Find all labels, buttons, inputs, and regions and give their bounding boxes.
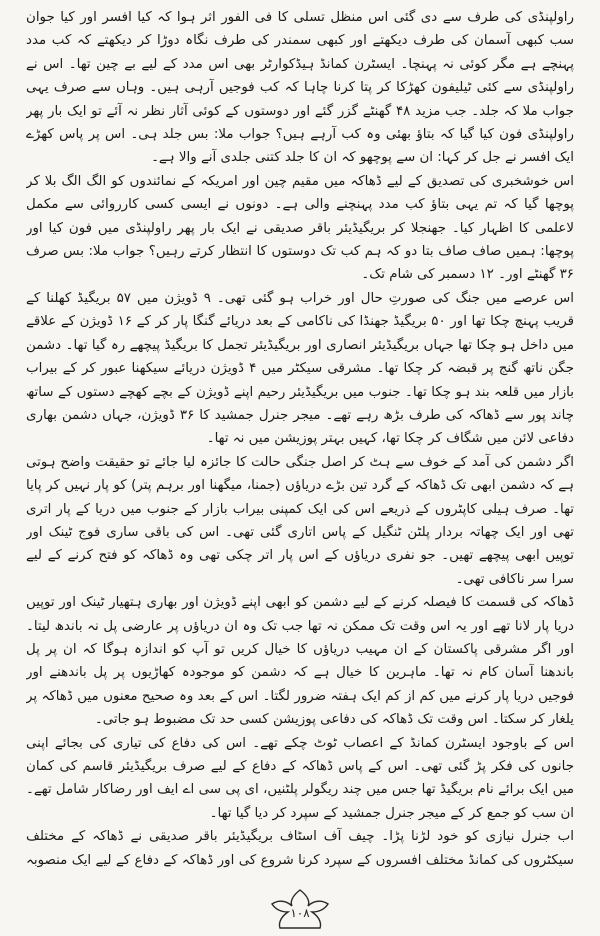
paragraph-5: ڈھاکہ کی قسمت کا فیصلہ کرنے کے لیے دشمن کو ابھی اپنے ڈویژن اور بھاری ہتھیار ٹینک اور توپیں دریا پار لانا تھے اور یہ اس وقت تک ممکن نہ تھا جب تک وہ ان دریاؤں پر عارضی پل نہ باندھ لیتا۔ اور اگر مشرقی پاکستان کے ان مہیب دریاؤں کا خیال کریں تو آپ کو اندازہ ہوگا کہ ان پر پل باندھنا آسان کام نہ تھا۔ ماہرین کا خیال ہے کہ دشمن کو موجودہ کھاڑیوں پر پل باندھنے اور فوجیں دریا پار کرنے میں کم از کم ایک ہفتہ ضرور لگتا۔ اس کے بعد وہ صحیح معنوں میں ڈھاکہ پر یلغار کر سکتا۔ اس وقت تک ڈھاکہ کی دفاعی پوزیشن کسی حد تک مضبوط ہو جاتی۔ [26,595,574,728]
paragraph-2: اس خوشخبری کی تصدیق کے لیے ڈھاکہ میں مقیم چین اور امریکہ کے نمائندوں کو الگ الگ بلا کر پوچھا گیا کہ تم یہی بتاؤ کب مدد پہنچنے والی ہے۔ دونوں نے ایسی کسی کارروائی سے مکمل لاعلمی کا اظہار کیا۔ جھنجلا کر بریگیڈیئر باقر صدیقی نے ایک بار پھر راولپنڈی میں فون کیا اور پوچھا: ہمیں صاف صاف بتا دو کہ ہم کب تک دوستوں کا انتظار کرتے رہیں؟ جواب ملا: بس صرف ۳۶ گھنٹے اور۔ ۱۲ دسمبر کی شام تک۔ [26,173,574,283]
page-number: ۱۰۸ [290,906,310,920]
paragraph-6: اس کے باوجود ایسٹرن کمانڈ کے اعصاب ٹوٹ چکے تھے۔ اس کی دفاع کی تیاری کی بجائے اپنی جانوں کی فکر پڑ گئی تھی۔ اس کے پاس ڈھاکہ کے دفاع کے لیے صرف بریگیڈیئر قاسم کی کمان میں ایک برائے نام بریگیڈ تھا جس میں چند ریگولر پلٹنیں، ای پی سی اے ایف اور رضاکار شامل تھے۔ ان سب کو جمع کر کے میجر جنرل جمشید کے سپرد کر دیا گیا تھا۔ [26,735,574,821]
body-text [26,6,574,874]
paragraph-1: راولپنڈی کی طرف سے دی گئی اس منظل تسلی کا فی الفور اثر ہوا کہ کیا افسر اور کیا جوان سب کبھی آسمان کی طرف دیکھتے اور کبھی سمندر کی طرف نگاہ دوڑا کر دیکھتے کہ کب مدد پہنچے ہے مگر کوئی نہ پہنچا۔ ایسٹرن کمانڈ ہیڈکوارٹر بھی اس مدد کے لیے بے چین تھا۔ اس نے راولپنڈی سے کئی ٹیلیفون کھڑکا کر پتا کرنا چاہا کہ کب فوجیں آرہی ہیں۔ وہاں سے صرف یہی جواب ملا کہ جلد۔ جب مزید ۴۸ گھنٹے گزر گئے اور دوستوں کے کوئی آثار نظر نہ آئے تو ایک بار پھر راولپنڈی فون کیا گیا کہ بتاؤ بھئی وہ کب آرہے ہیں؟ جواب ملا: بس جلد ہی۔ اس پر پاس کھڑے ایک افسر نے جل کر کہا: ان سے پوچھو کہ ان کا جلد کتنی جلدی آنے والا ہے۔ [26,10,574,166]
paragraph-3: اس عرصے میں جنگ کی صورتِ حال اور خراب ہو گئی تھی۔ ۹ ڈویژن میں ۵۷ بریگیڈ کھلنا کے قریب پہنچ چکا تھا اور ۵۰ بریگیڈ جھنڈا کی ناکامی کے بعد دریائے گنگا پار کر کے ۱۶ ڈویژن کے علاقے میں داخل ہو چکا تھا جہاں بریگیڈیئر انصاری اور بریگیڈیئر تجمل کا بریگیڈ پیچھے رہ گیا تھا۔ دشمن جگن ناتھ گنج پر قبضہ کر چکا تھا۔ مشرقی سیکٹر میں ۴ ڈویژن دریائے سیکھنا عبور کر کے بیراب بازار میں قلعہ بند ہو چکا تھا۔ جنوب میں بریگیڈیئر رحیم اپنے ڈویژن کے بچے کھچے دستوں کے ساتھ چاند پور سے ڈھاکہ کی طرف بڑھ رہے تھے۔ میجر جنرل جمشید کا ۳۶ ڈویژن، جہاں دشمن بھاری دفاعی لائن میں شگاف کر چکا تھا، کہیں بہتر پوزیشن میں نہ تھا۔ [26,290,574,447]
paragraph-4: اگر دشمن کی آمد کے خوف سے ہٹ کر اصل جنگی حالت کا جائزہ لیا جائے تو حقیقت واضح ہوتی ہے کہ دشمن ابھی تک ڈھاکہ کے گرد تین بڑے دریاؤں (جمنا، میگھنا اور برہم پتر) کو پار نہیں کر پایا تھا۔ صرف ہیلی کاپٹروں کے ذریعے اس کی ایک کمپنی بیراب بازار کے جنوب میں دریا کے پار اتری تھی اور ایک چھاتہ بردار پلٹن ٹنگیل کے پاس اتاری گئی تھی۔ اس کی باقی ساری فوج ٹینک اور توپیں ابھی پیچھے تھیں۔ جو نفری دریاؤں کے اس پار اتر چکی تھی وہ ڈھاکہ کو فتح کرنے کے لیے سرا سر ناکافی تھی۔ [26,454,574,587]
paragraph-7: اب جنرل نیازی کو خود لڑنا پڑا۔ چیف آف اسٹاف بریگیڈیئر باقر صدیقی نے ڈھاکہ کے مختلف سیکٹروں کی کمانڈ مختلف افسروں کے سپرد کرنا شروع کی اور ڈھاکہ کے دفاع کے لیے ایک منصوبہ [26,829,574,868]
